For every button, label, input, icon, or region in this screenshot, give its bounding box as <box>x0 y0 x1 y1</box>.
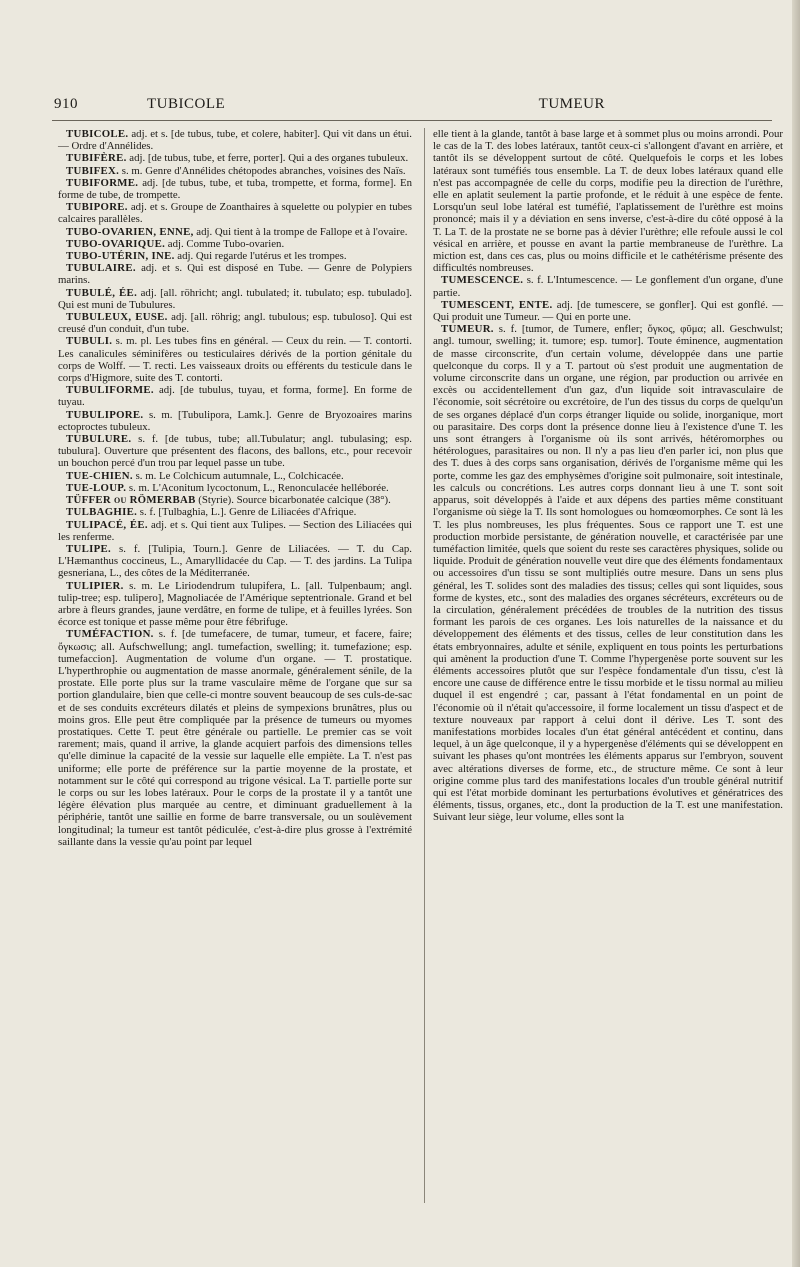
left-column <box>58 128 412 848</box>
column-divider <box>424 128 425 1203</box>
entry-headword: TUBO-OVARIEN, ENNE, <box>66 225 194 238</box>
dictionary-entry <box>58 543 412 580</box>
dictionary-entry <box>58 311 412 335</box>
entry-definition: adj. et s. [de tubus, tube, et colere, habiter]. Qui vit dans un étui. — Ordre d'Annélides. <box>58 128 412 153</box>
left-guide-word: TUBICOLE <box>147 96 226 112</box>
entry-headword: TUBULIFORME. <box>66 384 154 397</box>
entry-definition: adj. [de tubulus, tuyau, et forma, forme]. En forme de tuyau. <box>58 384 412 409</box>
entry-headword: TUBULEUX, EUSE. <box>66 311 168 324</box>
entry-definition: elle tient à la glande, tantôt à base large et à sommet plus ou moins arrondi. Pour le cas de la T. des lobes latéraux, tantôt ceux-ci s'allongent d'avant en arrière, et tantôt ils se développent surtout de côté. Quelquefois le corps et les lobes latéraux sont tuméfiés tous ensemble. La T. de deux lobes latéraux quand elle n'est pas accompagnée de celle du corps, modifie peu la direction de l'urèthre, elle en aplatit seulement la partie profonde, et le réduit à une espèce de fente. Lorsqu'un seul lobe latéral est tuméfié, l'aplatissement de l'urèthre est moins prononcé; mais il y a déviation en sens inverse, c'est-à-dire du côté opposé à la T. La T. de la prostate ne se borne pas à dévier l'urèthre; elle refoule aussi le col vésical en arrière, et pousse en avant la partie membraneuse de l'urèthre. La miction est, dans ces cas, plus ou moins difficile et le cathétérisme présente des difficultés nombreuses. <box>433 128 783 275</box>
entry-definition: (Styrie). Source bicarbonatée calcique (38°). <box>195 494 391 507</box>
entry-headword: TUMEUR. <box>441 323 494 336</box>
header-rule <box>52 120 772 121</box>
entry-definition: adj. [de tubus, tube, et ferre, porter]. Qui a des organes tubuleux. <box>126 152 409 165</box>
entry-headword: TUBULI. <box>66 335 113 348</box>
entry-headword: TUBULAIRE. <box>66 262 136 275</box>
entry-headword: TUE-CHIEN. <box>66 469 133 482</box>
entry-definition: s. m. L'Aconitum lycoctonum, L., Renonculacée helléborée. <box>126 481 389 494</box>
entry-headword: TUBULÉ, ÉE. <box>66 286 138 299</box>
dictionary-entry <box>58 494 412 506</box>
dictionary-entry <box>433 274 783 298</box>
entry-headword: TUBIPORE. <box>66 201 128 214</box>
dictionary-entry <box>58 335 412 384</box>
dictionary-entry <box>58 250 412 262</box>
dictionary-entry <box>433 299 783 323</box>
dictionary-entry <box>58 238 412 250</box>
entry-headword: TUBIFORME. <box>66 176 139 189</box>
dictionary-entry <box>58 506 412 518</box>
dictionary-entry <box>58 628 412 848</box>
entry-headword: TUBO-OVARIQUE. <box>66 237 166 250</box>
dictionary-entry <box>58 384 412 408</box>
dictionary-entry <box>58 409 412 433</box>
entry-definition: s. f. [de tumefacere, de tumar, tumeur, et facere, faire; ὄγκωσις; all. Aufschwellung; angl. tumefaction, swelling; it. tumefazione; esp. tumefaccion]. Augmentation de volume d'un organe. — T. prostatique. L'hyperthrophie ou augmentation de masse anormale, généralement sénile, de la prostate. Elle porte plus sur la trame vasculaire même de l'organe que sur sa portion glandulaire, bien que celle-ci montre souvent beaucoup de ses culs-de-sac et de ses conduits excréteurs dilatés et pleins de sympexions brunâtres, plus ou moins gros. Elle peut être compliquée par la présence de tumeurs ou myomes prostatiques. Cette T. peut être générale ou partielle. Le premier cas se voit rarement; mais, quand il arrive, la glande acquiert parfois des dimensions telles qu'elle diminue la capacité de la vessie sur laquelle elle empiète. La T. n'est pas uniforme; elle porte de préférence sur la partie moyenne de la prostate, et notamment sur le côté qui correspond au trigone vésical. La T. partielle porte sur le corps ou sur les lobes latéraux. Pour le corps de la prostate il y a tantôt une légère élévation plus marquée au centre, et diminuant graduellement à la périphérie, tantôt une saillie en forme de barre transversale, ou un soulèvement longitudinal; la tumeur est tantôt pédiculée, c'est-à-dire plus grosse à l'extrémité saillante dans la vessie qu'au point par lequel <box>58 628 412 848</box>
entry-definition: adj. [de tumescere, se gonfler]. Qui est gonflé. — Qui produit une Tumeur. — Qui en porte une. <box>433 298 783 324</box>
entry-headword: TUBULIPORE. <box>66 408 144 421</box>
entry-definition: adj. et s. Qui est disposé en Tube. — Genre de Polypiers marins. <box>58 262 412 287</box>
entry-definition: s. m. [Tubulipora, Lamk.]. Genre de Bryozoaires marins ectoproctes tubuleux. <box>58 408 412 433</box>
entry-definition: adj. [all. röhrig; angl. tubulous; esp. tubuloso]. Qui est creusé d'un conduit, d'un tube. <box>58 311 413 336</box>
entry-headword: TULIPACÉ, ÉE. <box>66 518 148 531</box>
dictionary-entry <box>58 580 412 629</box>
entry-definition: adj. Comme Tubo-ovarien. <box>165 237 285 250</box>
dictionary-entry <box>58 177 412 201</box>
entry-definition: s. f. L'Intumescence. — Le gonflement d'un organe, d'une partie. <box>433 274 783 299</box>
entry-definition: s. m. Genre d'Annélides chétopodes abranches, voisines des Naïs. <box>119 164 406 177</box>
dictionary-entry <box>433 323 783 823</box>
entry-headword: TUBIFÈRE. <box>66 152 127 165</box>
dictionary-entry <box>58 519 412 543</box>
dictionary-entry <box>58 201 412 225</box>
entry-definition: adj. Qui tient à la trompe de Fallope et à l'ovaire. <box>193 225 408 238</box>
dictionary-entry <box>58 287 412 311</box>
entry-definition: s. f. [de tubus, tube; all.Tubulatur; angl. tubulasing; esp. tubulura]. Ouverture que présentent des flacons, des ballons, etc., pour recevoir un bouchon percé d'un trou par lequel passe un tube. <box>58 433 412 470</box>
dictionary-entry <box>433 128 783 274</box>
entry-definition: adj. et s. Qui tient aux Tulipes. — Section des Liliacées qui les renferme. <box>58 518 412 543</box>
entry-definition: s. m. Le Colchicum autumnale, L., Colchicacée. <box>132 469 344 482</box>
dictionary-entry <box>58 226 412 238</box>
right-column <box>433 128 783 824</box>
entry-headword: TUMÉFACTION. <box>66 628 154 641</box>
dictionary-entry <box>58 165 412 177</box>
dictionary-entry <box>58 262 412 286</box>
page-number: 910 <box>54 96 78 112</box>
dictionary-entry <box>58 482 412 494</box>
entry-definition: s. f. [Tulipia, Tourn.]. Genre de Liliacées. — T. du Cap. L'Hæmanthus coccineus, L., Amaryllidacée du Cap. — T. des jardins. La Tulipa gesneriana, L., des côtes de la Méditerranée. <box>58 542 412 580</box>
entry-headword: TULIPE. <box>66 542 111 555</box>
entry-definition: adj. et s. Groupe de Zoanthaires à squelette ou polypier en tubes calcaires parallèles. <box>58 201 412 226</box>
page-edge <box>792 0 800 1267</box>
entry-headword: TUBIFEX. <box>66 164 120 177</box>
dictionary-entry <box>58 152 412 164</box>
dictionary-entry <box>58 433 412 470</box>
entry-headword: TUBICOLE. <box>66 128 129 140</box>
entry-definition: s. m. Le Liriodendrum tulupifera, L. [all. Tulpenbaum; angl. tulip-tree; esp. tulipero], Magnoliacée de l'Amérique septentrionale. Grand et bel arbre à fleurs grandes, jaune verdâtre, en forme de tulipe, et à feuilles lyrées. Son écorce est tonique et passe même pour être fébrifuge. <box>58 579 412 629</box>
entry-headword: TULBAGHIE. <box>66 506 138 519</box>
dictionary-entry <box>58 470 412 482</box>
entry-headword: TUMESCENCE. <box>441 274 524 287</box>
entry-headword: TUE-LOUP. <box>66 481 127 494</box>
dictionary-entry <box>58 128 412 152</box>
entry-headword: TUBO-UTÉRIN, INE. <box>66 250 175 263</box>
right-guide-word: TUMEUR <box>538 96 605 112</box>
running-header <box>54 96 770 118</box>
entry-definition: s. f. [Tulbaghia, L.]. Genre de Liliacées d'Afrique. <box>137 506 357 519</box>
entry-headword: TUMESCENT, ENTE. <box>441 298 553 311</box>
entry-headword: TUBULURE. <box>66 433 132 446</box>
entry-definition: s. m. pl. Les tubes fins en général. — Ceux du rein. — T. contorti. Les canalicules séminifères ou testiculaires dérivés de la portion génitale du corps de Wolff. — T. recti. Les vaisseaux droits ou efférents du testicule dans le corps d'Higmore, suite des T. contorti. <box>58 335 412 385</box>
entry-definition: s. f. [tumor, de Tumere, enfler; ὄγκος, φῦμα; all. Geschwulst; angl. tumour, swelling; it. tumore; esp. tumor]. Toute éminence, augmentation de masse circonscrite, d'un certain volume, développée dans une partie quelconque du corps. Il y a T. partout où s'est produit une augmentation de volume circonscrite dans un organe, une région, par production ou arrivée en excès ou accidentellement d'un gaz, d'un liquide soit intravasculaire de l'économie, soit sécrétoire ou excrétoire, de l'un des tissus du corps de quelqu'un de ses organes déplacé d'un corps étranger liquide ou solide, inorganique, mort ou parasitaire. Des corps dont la présence donne lieu à l'existence d'une T. les uns sont étrangers à l'organisme où ils sont arrivés, hétéromorphes ou hétérologues, parasitaires ou non. Il n'y a pas lieu d'en parler ici, non plus que des T. dues à des corps sans organisation, dérivés de l'organisme même qui les porte, comme les gaz des emphysèmes d'origine soit pulmonaire, soit intestinale, les calculs ou concrétions. Les autres corps donnant lieu à une T. sont soit apparus, soit développés à l'aide et aux dépens des parties même constituant l'organisme où siège la T. Ils sont homologues ou homœomorphes. Ce sont là les T. les plus nombreuses, les plus fréquentes. Sous ce rapport une T. est une production morbide persistante, de génération nouvelle, et caractérisée par une tuméfaction limitée, quels que soient du reste ses caractères physiques, solide ou liquide. Produit de génération nouvelle veut dire que des éléments fondamentaux ou accessoires d'un tissu se sont multipliés outre mesure. Dans un sens plus général, les T. solides sont des maladies des tissus; celles qui sont liquides, sous forme de kystes, etc., sont des maladies des organes sécréteurs, excréteurs ou de la circulation, généralement précédées de troubles de la nutrition des tissus formant les parois de ces organes. Les lois naturelles de la naissance et du développement des éléments et des tissus, celles de leur constitution dans les états embryonnaires, adulte et sénile, expliquent en tous points les perturbations qui amènent la production d'une T. Comme l'hypergenèse porte souvent sur les éléments accessoires plutôt que sur l'espèce fondamentale d'un tissu, c'est là encore une cause de différence entre le tissu morbide et le tissu normal au milieu duquel il est engendré ; car, passant à l'état fondamental en un point de l'économie où il n'était qu'accessoire, il forme localement un tissu d'aspect et de texture nouveaux par rapport à celui dont il dérive. Les T. sont des manifestations morbides locales d'un état général antécédent et continu, dans lequel, à un âge quelconque, il y a hypergenèse d'éléments qui se développent en suivant les phases qu'ont montrées les éléments apparus sur l'embryon, souvent avec altérations diverses de forme, etc., de structure même. Ce sont à leur origine comme plus tard des manifestations locales d'un trouble général nutritif qui est l'état morbide dominant les perturbations évolutives et génératrices des éléments, tissus, organes, etc., dont la production de la T. est une manifestation. Suivant leur siège, leur volume, elles sont la <box>433 323 783 824</box>
entry-definition: adj. [all. röhricht; angl. tubulated; it. tubulato; esp. tubulado]. Qui est muni de Tubulures. <box>58 286 413 311</box>
entry-definition: adj. [de tubus, tube, et tuba, trompette, et forma, forme]. En forme de tube, de trompette. <box>58 176 412 202</box>
entry-headword: TULIPIER. <box>66 579 124 592</box>
entry-definition: adj. Qui regarde l'utérus et les trompes. <box>174 250 347 263</box>
entry-headword: TÜFFER ou RÖMERBAB <box>66 494 196 507</box>
